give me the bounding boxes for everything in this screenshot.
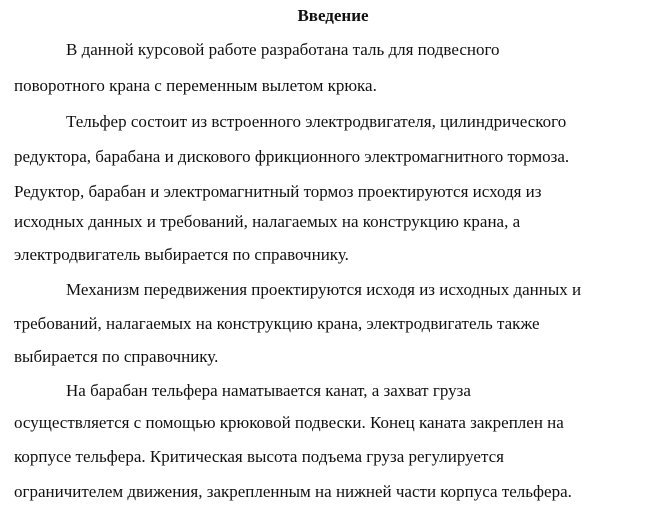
paragraph-line: Редуктор, барабан и электромагнитный тормоз проектируются исходя из [14, 182, 542, 201]
paragraph-line: редуктора, барабана и дискового фрикционного электромагнитного тормоза. [14, 147, 570, 166]
paragraph-line: выбирается по справочнику. [14, 347, 219, 366]
paragraph-line: Тельфер состоит из встроенного электродвигателя, цилиндрического [66, 112, 567, 131]
document-title: Введение [297, 6, 369, 25]
paragraph-line: Механизм передвижения проектируются исходя из исходных данных и [66, 280, 582, 299]
paragraph-line: На барабан тельфера наматывается канат, а захват груза [66, 381, 471, 400]
paragraph-line: осуществляется с помощью крюковой подвески. Конец каната закреплен на [14, 413, 564, 432]
paragraph-line: корпусе тельфера. Критическая высота подъема груза регулируется [14, 447, 504, 466]
paragraph-line: исходных данных и требований, налагаемых на конструкцию крана, а [14, 212, 521, 231]
paragraph-line: В данной курсовой работе разработана таль для подвесного [66, 40, 500, 59]
paragraph-line: электродвигатель выбирается по справочнику. [14, 245, 349, 264]
paragraph-line: требований, налагаемых на конструкцию крана, электродвигатель также [14, 314, 540, 333]
paragraph-line: поворотного крана с переменным вылетом крюка. [14, 76, 377, 95]
paragraph-line: ограничителем движения, закрепленным на нижней части корпуса тельфера. [14, 482, 572, 501]
